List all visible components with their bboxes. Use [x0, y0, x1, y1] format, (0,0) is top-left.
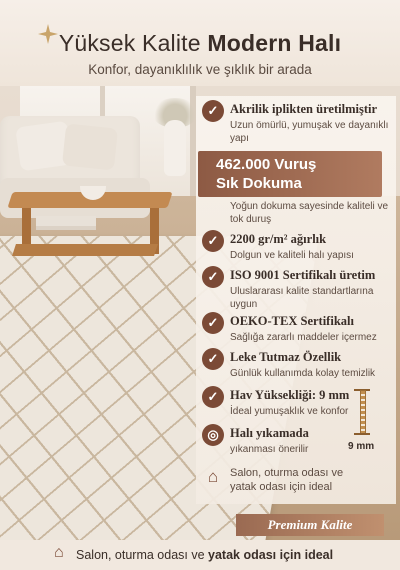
- feature-title: OEKO-TEX Sertifikalı: [230, 314, 354, 328]
- feature-title: Hav Yüksekliği: 9 mm: [230, 388, 350, 402]
- feature-desc: Uzun ömürlü, yumuşak ve dayanıklı yapı: [230, 120, 389, 144]
- check-icon: ✓: [202, 348, 224, 370]
- premium-badge: Premium Kalite: [236, 514, 384, 536]
- page-subtitle: Konfor, dayanıklılık ve şıklık bir arada: [88, 62, 312, 77]
- feature-title: Akrilik iplikten üretilmiştir: [230, 102, 377, 116]
- banner-line2: Sık Dokuma: [216, 175, 302, 192]
- feature-desc: Uluslararası kalite standartlarına uygun: [230, 286, 374, 310]
- banner-line1: 462.000 Vuruş: [216, 156, 317, 173]
- feature-title: 2200 gr/m² ağırlık: [230, 232, 327, 246]
- title-regular: Yüksek Kalite: [58, 30, 208, 56]
- washing-machine-icon: ◎: [202, 424, 224, 446]
- footer-text: [76, 548, 333, 562]
- banner-desc: Yoğun dokuma sayesinde kaliteli ve tok duruş: [230, 201, 389, 225]
- weave-banner: [198, 151, 382, 197]
- title-bold: Modern Halı: [207, 30, 342, 56]
- vase-image: [164, 120, 186, 176]
- check-icon: ✓: [202, 100, 224, 122]
- check-icon: ✓: [202, 386, 224, 408]
- feature-desc-line: [230, 466, 396, 494]
- footer: [0, 540, 400, 570]
- feature-desc: Sağlığa zararlı maddeler içermez: [230, 332, 377, 343]
- feature-desc: Günlük kullanımda kolay temizlik: [230, 368, 376, 379]
- books-image: [36, 216, 96, 226]
- pile-height-label: 9 mm: [348, 441, 375, 452]
- footer-text-bold: yatak odası için ideal: [208, 548, 334, 562]
- house-icon: ⌂: [207, 467, 219, 486]
- check-icon: ✓: [202, 230, 224, 252]
- check-icon: ✓: [202, 312, 224, 334]
- feature-desc: İdeal yumuşaklık ve konfor: [230, 406, 349, 417]
- feature-desc: yıkanması önerilir: [230, 444, 309, 455]
- feature-desc: Dolgun ve kaliteli halı yapısı: [230, 250, 354, 261]
- house-icon: ⌂: [54, 544, 64, 561]
- feature-desc: yatak odası için ideal: [230, 481, 333, 493]
- pile-height-cap: [354, 433, 370, 435]
- footer-text-regular: Salon, oturma odası ve: [76, 548, 209, 562]
- feature-title: Leke Tutmaz Özellik: [230, 350, 342, 364]
- header: [0, 0, 400, 86]
- feature-title: Salon, oturma odası ve: [230, 467, 344, 479]
- page-title: [0, 30, 400, 57]
- check-icon: ✓: [202, 266, 224, 288]
- pile-height-gauge: [360, 390, 366, 434]
- feature-title: ISO 9001 Sertifikalı üretim: [230, 268, 376, 282]
- feature-title: Halı yıkamada: [230, 426, 309, 440]
